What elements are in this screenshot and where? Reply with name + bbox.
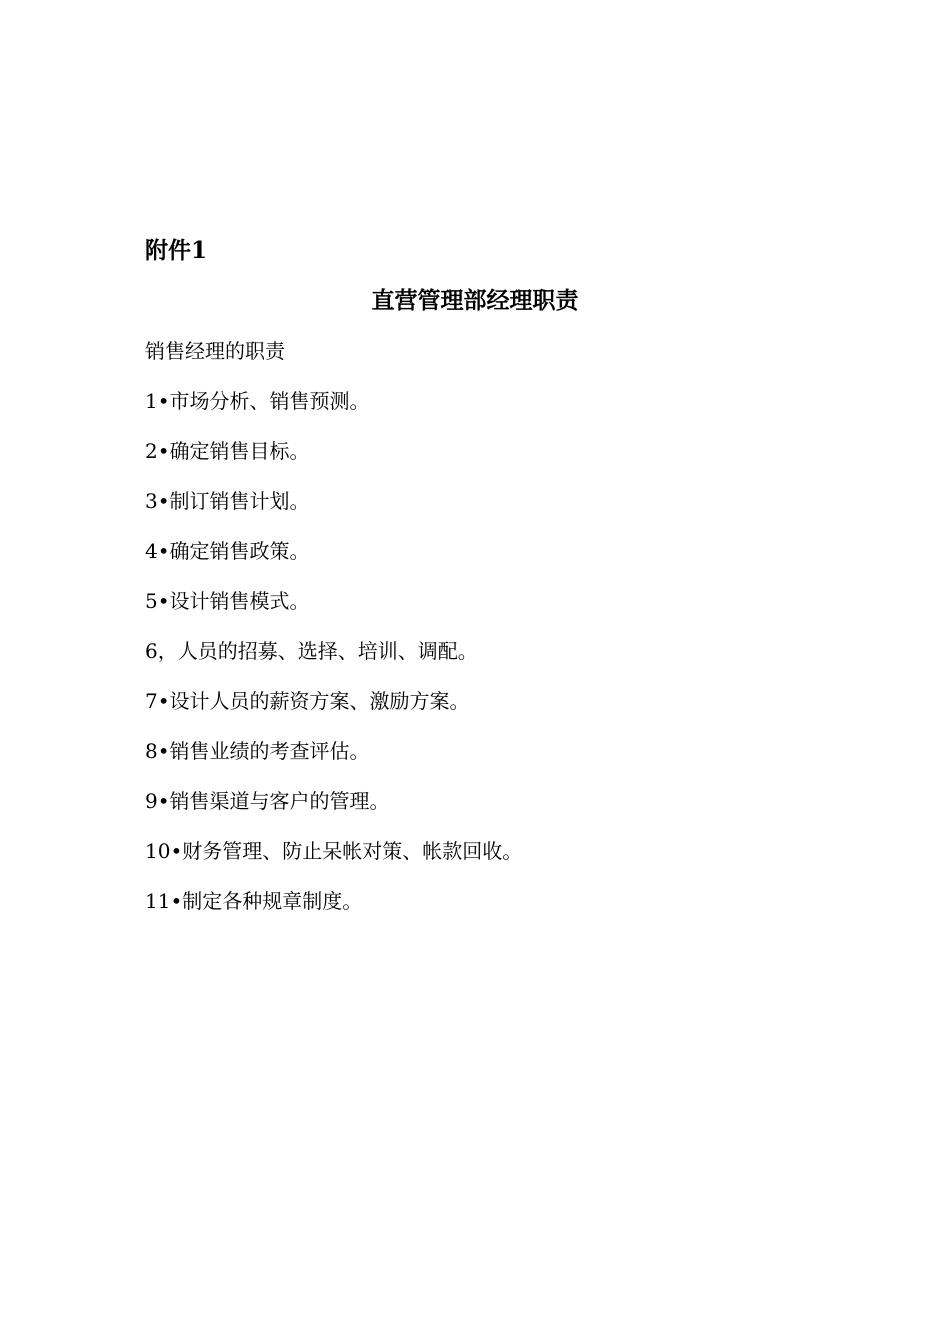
page-title: 直营管理部经理职责 (371, 287, 579, 314)
section-heading: 销售经理的职责 (145, 339, 285, 363)
duty-item-5: 5•设计销售模式。 (145, 589, 310, 613)
duty-item-3: 3•制订销售计划。 (145, 489, 310, 513)
duty-item-7: 7•设计人员的薪资方案、激励方案。 (145, 689, 470, 713)
duty-item-1: 1•市场分析、销售预测。 (145, 389, 370, 413)
duty-list (145, 387, 522, 937)
duty-item-8: 8•销售业绩的考查评估。 (145, 739, 370, 763)
duty-item-10: 10•财务管理、防止呆帐对策、帐款回收。 (145, 839, 523, 863)
duty-item-4: 4•确定销售政策。 (145, 539, 310, 563)
attachment-label: 附件1 (145, 237, 208, 264)
duty-item-2: 2•确定销售目标。 (145, 439, 310, 463)
duty-item-9: 9•销售渠道与客户的管理。 (145, 789, 390, 813)
duty-item-11: 11•制定各种规章制度。 (145, 889, 363, 913)
duty-item-6: 6，人员的招募、选择、培训、调配。 (145, 639, 478, 663)
